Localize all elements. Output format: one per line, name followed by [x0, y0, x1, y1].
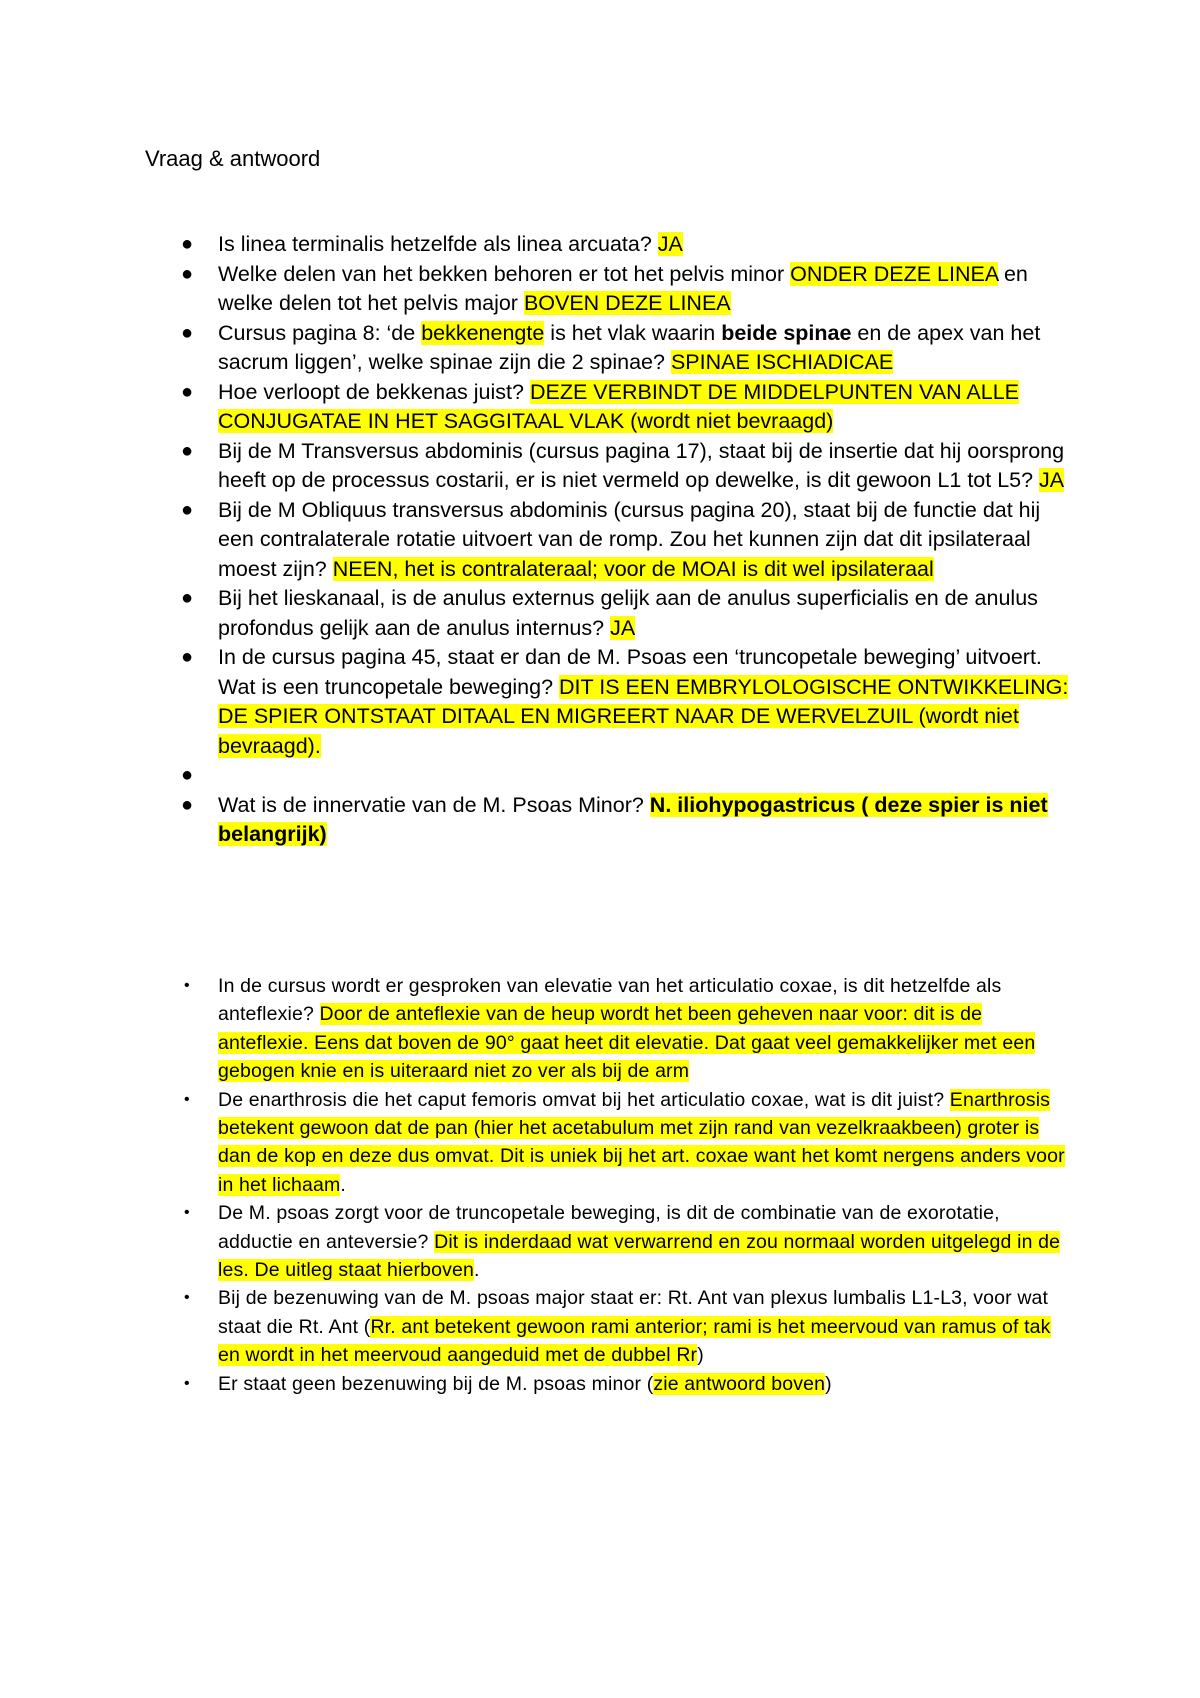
trailing-text: .	[340, 1173, 346, 1196]
answer-text: Rr. ant betekent gewoon rami anterior; rami is het meervoud van ramus of tak en wordt in het meervoud aangeduid met de dubbel Rr	[218, 1315, 1051, 1367]
trailing-text: )	[697, 1344, 704, 1367]
question-text: Er staat geen bezenuwing bij de M. psoas minor (	[218, 1372, 654, 1395]
question-text: De M. psoas zorgt voor de truncopetale beweging, is dit de combinatie van de exorotatie, adductie en anteversie?	[218, 1202, 1000, 1253]
question-text: Bij het lieskanaal, is de anulus externus gelijk aan de anulus superficialis en de anulus profondus gelijk aan de anulus internus?	[218, 586, 1038, 640]
bullet-icon: •	[184, 977, 190, 994]
bullet-icon: ●	[181, 380, 194, 403]
bullet-icon: ●	[181, 587, 194, 609]
list-item	[0, 496, 1200, 585]
list-item	[0, 1086, 1200, 1200]
question-text: Is linea terminalis hetzelfde als linea arcuata?	[218, 232, 658, 256]
answer-text: SPINAE ISCHIADICAE	[670, 350, 894, 374]
list-item	[0, 584, 1200, 643]
question-text: In de cursus pagina 45, staat er dan de M. Psoas een ‘truncopetale beweging’ uitvoert. Wat is een truncopetale beweging?	[218, 645, 1042, 699]
bullet-icon: ●	[181, 321, 194, 344]
page-title: Vraag & antwoord	[145, 146, 321, 171]
answer-text: DEZE VERBINDT DE MIDDELPUNTEN VAN ALLE CONJUGATAE IN HET SAGGITAAL VLAK (wordt niet bevraagd)	[218, 379, 1019, 433]
bullet-icon: ●	[181, 439, 194, 462]
answer-text: JA	[1039, 468, 1065, 492]
question-text: Bij de bezenuwing van de M. psoas major staat er: Rt. Ant van plexus lumbalis L1-L3, voor wat staat die Rt. Ant (	[218, 1287, 1049, 1338]
bold-term: beide spinae	[721, 320, 852, 345]
list-item	[0, 1370, 1200, 1398]
bullet-icon: ●	[181, 498, 194, 521]
answer-text: Enarthrosis betekent gewoon dat de pan (hier het acetabulum met zijn rand van vezelkraakbeen) groter is dan de kop en deze dus omvat. Dit is uniek bij het art. coxae want het komt nergens anders voor in het lichaam	[218, 1088, 1065, 1196]
trailing-text: )	[825, 1372, 832, 1395]
question-text: Bij de M Transversus abdominis (cursus pagina 17), staat bij de insertie dat hij oorsprong heeft op de processus costarii, er is niet vermeld op dewelke, is dit gewoon L1 tot L5?	[218, 438, 1065, 492]
answer-text: ONDER DEZE LINEA	[790, 261, 998, 286]
trailing-text: .	[473, 1259, 480, 1282]
qa-list-primary	[0, 230, 1200, 850]
question-text: Welke delen van het bekken behoren er tot het pelvis minor	[218, 261, 791, 286]
answer-text: zie antwoord boven	[653, 1372, 826, 1395]
list-item	[0, 260, 1200, 319]
list-item	[0, 230, 1200, 260]
question-text: Cursus pagina 8: ‘de	[218, 320, 422, 345]
answer-text: BOVEN DEZE LINEA	[523, 291, 731, 315]
answer-text: JA	[657, 232, 683, 256]
question-text: Wat is de innervatie van de M. Psoas Minor?	[218, 792, 650, 817]
list-item	[0, 643, 1200, 761]
question-text: en de apex van het sacrum liggen’, welke spinae zijn die 2 spinae?	[218, 320, 1041, 374]
highlighted-term: bekkenengte	[421, 320, 545, 345]
bullet-icon: •	[184, 1374, 190, 1392]
question-text: Hoe verloopt de bekkenas juist?	[218, 379, 530, 404]
answer-text: Door de anteflexie van de heup wordt het been geheven naar voor: dit is de anteflexie. Eens dat boven de 90° gaat heet dit elevatie. Dat gaat veel gemakkelijker met een gebogen knie en is uiteraard niet zo ver als bij de arm	[218, 1003, 1036, 1083]
question-text: De enarthrosis die het caput femoris omvat bij het articulatio coxae, wat is dit juist?	[218, 1088, 950, 1111]
empty-list-item	[0, 761, 1200, 791]
bullet-icon: •	[184, 1289, 190, 1307]
answer-text: NEEN, het is contralateraal; voor de MOAI is dit wel ipsilateraal	[332, 556, 934, 581]
bullet-icon: •	[184, 1204, 190, 1222]
list-item	[0, 437, 1200, 496]
bullet-icon: •	[184, 1090, 190, 1108]
question-text: is het vlak waarin	[544, 320, 722, 345]
bullet-icon: ●	[181, 764, 194, 786]
question-text: In de cursus wordt er gesproken van elevatie van het articulatio coxae, is dit hetzelfde als anteflexie?	[218, 975, 1002, 1026]
answer-text: JA	[610, 615, 636, 640]
list-item	[0, 1199, 1200, 1284]
list-item	[0, 1284, 1200, 1369]
question-text: Bij de M Obliquus transversus abdominis (cursus pagina 20), staat bij de functie dat hij een contralaterale rotatie uitvoert van de romp. Zou het kunnen zijn dat dit ipsilateraal moest zijn?	[218, 497, 1041, 581]
bullet-icon: ●	[181, 233, 194, 255]
list-item	[0, 972, 1200, 1086]
answer-text: DIT IS EEN EMBRYLOLOGISCHE ONTWIKKELING: DE SPIER ONTSTAAT DITAAL EN MIGREERT NAAR DE WERVELZUIL (wordt niet bevraagd).	[218, 674, 1069, 758]
list-item	[0, 378, 1200, 437]
list-item	[0, 319, 1200, 378]
qa-list-secondary	[0, 972, 1200, 1398]
question-text: en welke delen tot het pelvis major	[218, 261, 1028, 315]
bullet-icon: ●	[181, 262, 194, 285]
answer-text: N. iliohypogastricus ( deze spier is niet belangrijk)	[218, 792, 1048, 846]
answer-text: Dit is inderdaad wat verwarrend en zou normaal worden uitgelegd in de les. De uitleg staat hierboven	[218, 1230, 1061, 1282]
list-item	[0, 791, 1200, 850]
bullet-icon: ●	[181, 793, 194, 816]
bullet-icon: ●	[181, 646, 194, 668]
